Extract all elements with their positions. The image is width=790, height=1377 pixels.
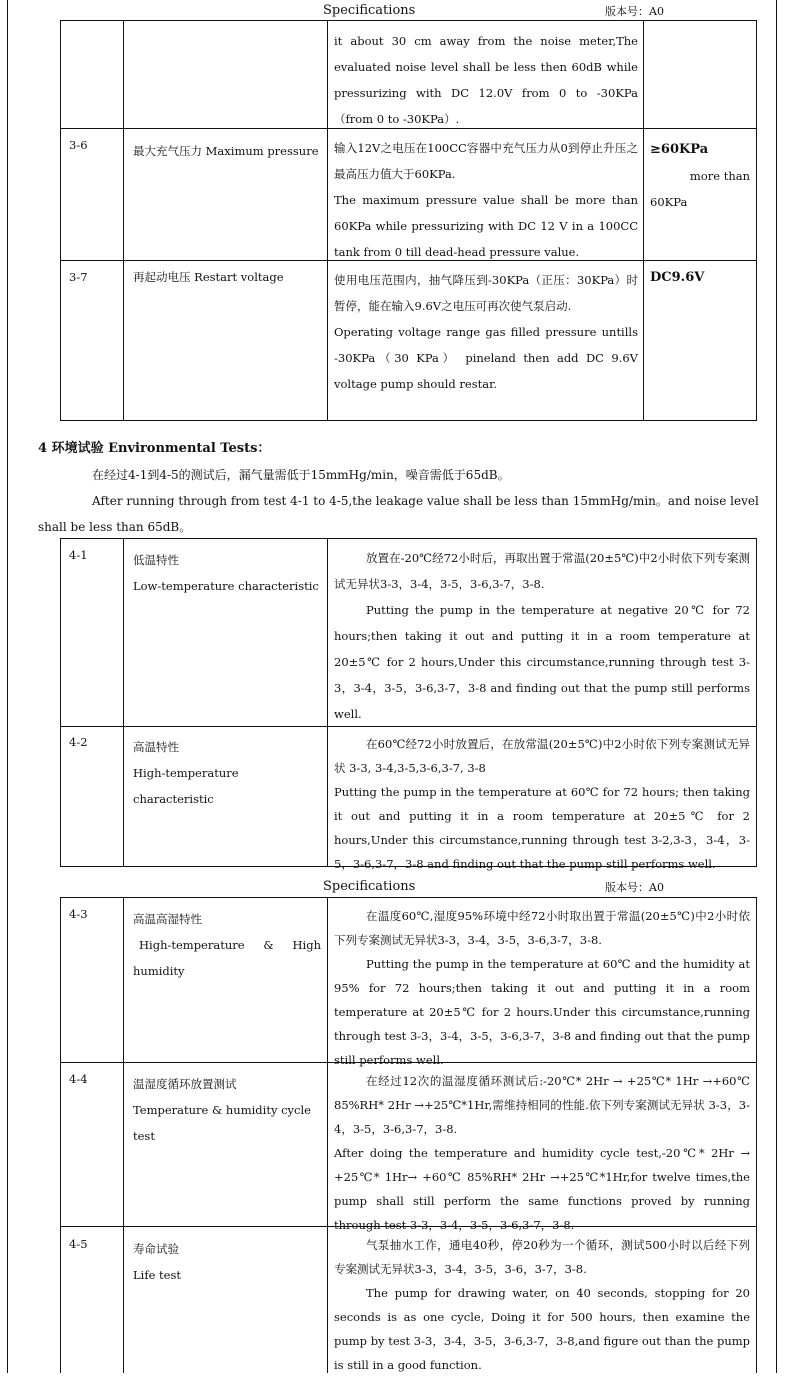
row-id: 4-5 [69, 1237, 88, 1251]
desc-cn: 放置在-20℃经72小时后，再取出置于常温(20±5℃)中2小时依下列专案测试无异状3-3，3-4，3-5，3-6,3-7，3-8. [334, 551, 750, 591]
method-en: The maximum pressure value shall be more than 60KPa while pressurizing with DC 12 V in a 100CC tank from 0 till dead-head pressure value. [334, 193, 638, 259]
row-item [133, 547, 323, 599]
desc-en: After doing the temperature and humidity cycle test,-20℃* 2Hr → +25℃* 1Hr→ +60℃ 85%RH* 2Hr →+25℃*1Hr,for twelve times,the pump shall still perform the same functions proved by running through test 3-3，3-4，3-5，3-6,3-7，3-8. [334, 1146, 750, 1232]
row-item [133, 734, 283, 812]
section-intro-cn: 在经过4-1到4-5的测试后，漏气量需低于15mmHg/min，噪音需低于65dB。 [92, 468, 510, 482]
row-description [334, 732, 750, 876]
desc-en: Putting the pump in the temperature at 60℃ and the humidity at 95% for 72 hours;then taking it out and putting it in a room temperature at 20±5℃ for 2 hours.Under this circumstance,running through test 3-3，3-4，3-5，3-6,3-7，3-8 and finding out that the pump still performs well. [334, 957, 750, 1067]
desc-cn: 在60℃经72小时放置后，在放常温(20±5℃)中2小时依下列专案测试无异状 3-3, 3-4,3-5,3-6,3-7, 3-8 [334, 737, 750, 775]
spec-note: more than 60KPa [650, 169, 750, 209]
section-intro-en-1: After running through from test 4-1 to 4-5,the leakage value shall be less than 15mmHg/min。and noise level [92, 494, 759, 508]
row-description [334, 904, 750, 1072]
item-cn: 温湿度循环放置测试 [133, 1077, 237, 1091]
row-id: 4-2 [69, 735, 88, 749]
row-method [334, 267, 638, 397]
row-method [334, 135, 638, 265]
spec-value: ≥60KPa [650, 142, 709, 157]
row-id: 4-1 [69, 548, 88, 562]
item-en: High-temperature & High humidity [133, 938, 321, 978]
row-spec [650, 137, 750, 215]
row-id: 3-7 [69, 270, 88, 284]
version-label: 版本号：A0 [605, 5, 664, 18]
desc-en: Putting the pump in the temperature at negative 20℃ for 72 hours;then taking it out and putting it in a room temperature at 20±5℃ for 2 hours,Under this circumstance,running through test 3-3，3-4，3-5，3-6,3-7，3-8 and finding out that the pump still performs well. [334, 603, 750, 721]
row-description [334, 1069, 750, 1237]
row-item: 最大充气压力 Maximum pressure [133, 144, 319, 158]
row-description [334, 545, 750, 727]
item-cn: 高温特性 [133, 740, 179, 754]
page-border-left [7, 0, 8, 1373]
row-id: 4-3 [69, 907, 88, 921]
desc-en: Putting the pump in the temperature at 60℃ for 72 hours; then taking it out and putting it in a room temperature at 20±5℃ for 2 hours,Under this circumstance,running through test 3-2,3-3，3-4，3-5，3-6,3-7，3-8 and finding out that the pump still performs well. [334, 785, 750, 871]
method-en: Operating voltage range gas filled pressure untills -30KPa（30 KPa） pineland then add DC 9.6V voltage pump should restar. [334, 325, 638, 391]
row-item [133, 906, 321, 984]
method-cn: 使用电压范围内，抽气降压到-30KPa（正压：30KPa）时暂停，能在输入9.6V之电压可再次使气泵启动. [334, 273, 638, 313]
item-en: Temperature & humidity cycle test [133, 1103, 311, 1143]
page-border-right [776, 0, 777, 1373]
row-item: 再起动电压 Restart voltage [133, 270, 284, 284]
section-intro-en-2: shall be less than 65dB。 [38, 520, 192, 534]
desc-cn: 气泵抽水工作，通电40秒，停20秒为一个循环，测试500小时以后经下列专案测试无异状3-3，3-4，3-5，3-6，3-7，3-8. [334, 1238, 750, 1276]
method-cn: 输入12V之电压在100CC容器中充气压力从0到停止升压之最高压力值大于60KPa. [334, 141, 638, 181]
spec-value: DC9.6V [650, 270, 705, 285]
section-heading: 4 环境试验 Environmental Tests： [38, 441, 271, 456]
row-item [133, 1071, 323, 1149]
desc-en: The pump for drawing water, on 40 seconds, stopping for 20 seconds is as one cycle, Doing it for 500 hours, then examine the pump by test 3-3，3-4，3-5，3-6,3-7，3-8,and figure out than the pump is still in a good function. [334, 1286, 750, 1372]
item-en: Life test [133, 1268, 181, 1282]
row-item [133, 1236, 323, 1288]
item-cn: 寿命试验 [133, 1242, 179, 1256]
row-id: 4-4 [69, 1072, 88, 1086]
row-description [334, 1233, 750, 1377]
item-en: Low-temperature characteristic [133, 579, 319, 593]
item-en: High-temperature characteristic [133, 766, 239, 806]
item-cn: 低温特性 [133, 553, 179, 567]
continued-method-text: it about 30 cm away from the noise meter,The evaluated noise level shall be less then 60dB while pressurizing with DC 12.0V from 0 to -30KPa （from 0 to -30KPa）. [334, 34, 638, 126]
page-title: Specifications [323, 3, 416, 18]
version-label-2: 版本号：A0 [605, 881, 664, 894]
row-id: 3-6 [69, 138, 88, 152]
item-cn: 高温高湿特性 [133, 912, 202, 926]
desc-cn: 在经过12次的温湿度循环测试后:-20℃* 2Hr → +25℃* 1Hr →+60℃ 85%RH* 2Hr →+25℃*1Hr,需维持相同的性能.依下列专案测试无异状 3-3，3-4，3-5，3-6,3-7，3-8. [334, 1074, 750, 1136]
page-title-2: Specifications [323, 879, 416, 894]
desc-cn: 在温度60℃,湿度95%环境中经72小时取出置于常温(20±5℃)中2小时依下列专案测试无异状3-3，3-4，3-5，3-6,3-7，3-8. [334, 909, 750, 947]
header-rule [60, 20, 757, 21]
